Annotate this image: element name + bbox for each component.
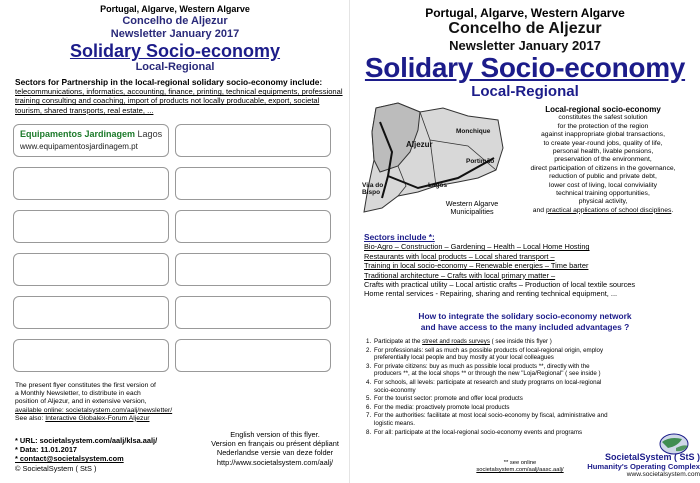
- sector-line[interactable]: Traditional architecture – Crafts with local primary matter –: [364, 270, 556, 280]
- local-line: for the protection of the region: [557, 122, 649, 130]
- step-text: For the media: proactively promote local products: [374, 403, 510, 411]
- step-text: For the authorities: facilitate at most local socio-economy by fiscal, administrative and logistic means.: [374, 412, 608, 427]
- intro-line: [15, 415, 215, 423]
- map-label-portimao: Portimão: [466, 158, 495, 165]
- right-place: Portugal, Algarve, Western Algarve: [425, 6, 625, 20]
- local-line: against inappropriate global transactions,: [541, 131, 665, 139]
- dutch-line: Nederlandse versie van deze folder: [216, 448, 334, 458]
- right-concelho: Concelho de Aljezur: [448, 20, 602, 37]
- step-text: ( see inside this flyer ): [489, 338, 552, 345]
- contact-line[interactable]: * contact@societalsystem.com: [15, 454, 124, 464]
- copyright-line: © SocietalSystem ( StS ): [15, 463, 97, 473]
- left-concelho: Concelho de Aljezur: [122, 15, 228, 27]
- step-item: [366, 412, 611, 427]
- local-line: reduction of public and private debt,: [549, 173, 657, 181]
- map-label-lagos: Lagos: [428, 182, 448, 189]
- how-line-2: and have access to the many included advantages ?: [420, 322, 630, 332]
- left-title: Solidary Socio-economy: [69, 41, 281, 61]
- sponsor-box[interactable]: [13, 124, 169, 157]
- step-item: [366, 395, 611, 403]
- local-line: lower cost of living, local conviviality: [548, 181, 658, 189]
- local-line: personal health, livable pensions,: [552, 148, 654, 156]
- see-online-note: [470, 460, 570, 474]
- logo-text: [584, 452, 700, 479]
- local-practical-link[interactable]: practical applications of school disciplines: [545, 206, 672, 214]
- sponsor-slot: [13, 253, 169, 286]
- step-number: 1.: [366, 338, 372, 345]
- step-number: 8.: [366, 428, 372, 436]
- step-item: [366, 338, 611, 346]
- versions-link[interactable]: http://www.societalsystem.com/aalj/: [216, 457, 334, 467]
- sponsor-slot: [13, 210, 169, 243]
- step-text: For professionals: sell as much as possible products of local-regional origin, employ preferentially local people and buy mostly at your local colleagues: [374, 346, 604, 362]
- sponsor-name: [20, 129, 162, 139]
- sector-line[interactable]: Bio-Agro – Construction – Gardening – Health – Local Home Hosting: [364, 242, 590, 252]
- how-line-1: How to integrate the solidary socio-economy network: [418, 311, 632, 321]
- logo-tagline: Humanity's Operating Complex: [587, 462, 700, 471]
- local-heading: Local-regional socio-economy: [545, 105, 661, 114]
- left-sectors: [15, 78, 345, 115]
- step-number: 4.: [366, 378, 372, 386]
- see-online-label: ** see online: [503, 460, 537, 466]
- step-item: [366, 379, 611, 394]
- step-text: For schools, all levels: participate at research and study programs on local-regional socio-economy: [374, 378, 602, 394]
- step-number: 6.: [366, 403, 372, 411]
- local-line: preservation of the environment,: [554, 156, 652, 164]
- english-line: English version of this flyer.: [230, 430, 320, 439]
- local-economy-text: [508, 106, 698, 215]
- forum-link[interactable]: Interactive Globalex-Forum Aljezur: [45, 414, 150, 422]
- local-period: .: [671, 206, 674, 214]
- local-line: [508, 207, 698, 215]
- see-also-label: See also:: [15, 414, 44, 422]
- sponsor-slot: [175, 124, 331, 157]
- logo-url[interactable]: www.societalsystem.com: [626, 471, 700, 478]
- local-line: direct participation of citizens in the governance,: [530, 164, 676, 172]
- local-line: physical activity,: [578, 198, 628, 206]
- sponsor-slot: [13, 167, 169, 200]
- steps-list: [366, 338, 611, 437]
- left-subtitle: Local-Regional: [135, 61, 215, 73]
- left-header: [0, 4, 350, 74]
- sponsor-slot: [175, 253, 331, 286]
- sector-line[interactable]: Training in local socio-economy – Renewable energies – Time barter: [364, 261, 589, 271]
- url-line[interactable]: * URL: societalsystem.com/aalj/klsa.aalj/: [15, 436, 158, 445]
- left-sectors-lead: Sectors for Partnership in the local-regional solidary socio-economy include:: [15, 77, 323, 87]
- left-newsletter: Newsletter January 2017: [110, 28, 240, 40]
- map-caption: Western Algarve Municipalities: [445, 199, 499, 217]
- step-item: [366, 404, 611, 412]
- right-newsletter: Newsletter January 2017: [449, 38, 601, 53]
- sector-line[interactable]: Restaurants with local products – Local shared transport –: [364, 251, 555, 261]
- left-intro: [15, 382, 215, 423]
- sponsor-slot: [13, 339, 169, 372]
- intro-line: a Monthly Newsletter, to distribute in each: [15, 390, 141, 398]
- step-text: Participate at the: [374, 338, 423, 345]
- step-text: For all: participate at the local-regional socio-economy events and programs: [374, 428, 583, 436]
- local-line: to create year-round jobs, quality of life,: [543, 139, 663, 147]
- local-line: technical training opportunities,: [556, 190, 650, 198]
- local-and: and: [532, 206, 545, 214]
- left-contacts: [15, 436, 215, 473]
- sponsor-slot: [175, 296, 331, 329]
- right-header: [350, 6, 700, 100]
- local-line: constitutes the safest solution: [558, 114, 648, 122]
- sponsor-url[interactable]: www.equipamentosjardinagem.pt: [20, 142, 138, 151]
- sponsor-slot: [175, 167, 331, 200]
- sponsor-slot: [175, 210, 331, 243]
- sector-line[interactable]: Crafts with practical utility – Local artistic crafts – Production of local textile sources: [364, 280, 636, 290]
- date-line: * Data: 11.01.2017: [15, 445, 78, 455]
- step-item: [366, 429, 611, 437]
- sponsor-slot: [175, 339, 331, 372]
- right-panel: [350, 0, 700, 483]
- step-item: [366, 347, 611, 362]
- right-sectors: [364, 233, 696, 299]
- right-sectors-heading: Sectors include *:: [364, 232, 435, 242]
- sponsor-city: Lagos: [137, 129, 163, 139]
- french-line: Version en français ou présent dépliant: [211, 439, 339, 449]
- intro-line: position of Aljezur, and in extensive version,: [15, 398, 147, 406]
- left-sectors-list: telecommunications, informatics, accounting, finance, printing, technical equipments, professional training consulting and coaching, import of products not locally producable, export, societal tourism, shared transports, real estate, ...: [15, 87, 343, 115]
- step-text: For the tourist sector: promote and offer local products: [374, 395, 523, 403]
- right-title: Solidary Socio-economy: [364, 52, 686, 83]
- sponsor-slot: [13, 296, 169, 329]
- intro-online-link[interactable]: available online: societalsystem.com/aalj/newsletter/: [15, 406, 173, 414]
- intro-line: The present flyer constitutes the first version of: [15, 382, 156, 389]
- logo-name: SocietalSystem ( StS ): [604, 452, 700, 462]
- sponsor-name-text: Equipamentos Jardinagem: [20, 129, 136, 139]
- how-to-integrate: [350, 311, 700, 333]
- step-text: For private citizens: buy as much as possible local products **, directly with the producers **, at the local shops ** or through the new "Loja/Regional" ( see inside ): [374, 362, 601, 378]
- map-label-vila-do-bispo: Vila do Bispo: [362, 182, 384, 196]
- see-online-link[interactable]: societalsystem.com/aalj/aasc.aalj/: [476, 467, 564, 473]
- map-label-aljezur: Aljezur: [406, 140, 433, 149]
- sector-line[interactable]: Home rental services - Repairing, sharing and renting technical equipment, ...: [364, 289, 618, 299]
- step-number: 7.: [366, 412, 372, 420]
- step-link[interactable]: street and roads surveys: [422, 338, 490, 345]
- step-number: 3.: [366, 362, 372, 370]
- left-place: Portugal, Algarve, Western Algarve: [100, 4, 250, 14]
- step-item: [366, 363, 611, 378]
- step-number: 2.: [366, 346, 372, 354]
- map-label-monchique: Monchique: [456, 128, 491, 135]
- right-subtitle: Local-Regional: [471, 83, 579, 100]
- left-languages: [200, 430, 350, 467]
- step-number: 5.: [366, 395, 372, 403]
